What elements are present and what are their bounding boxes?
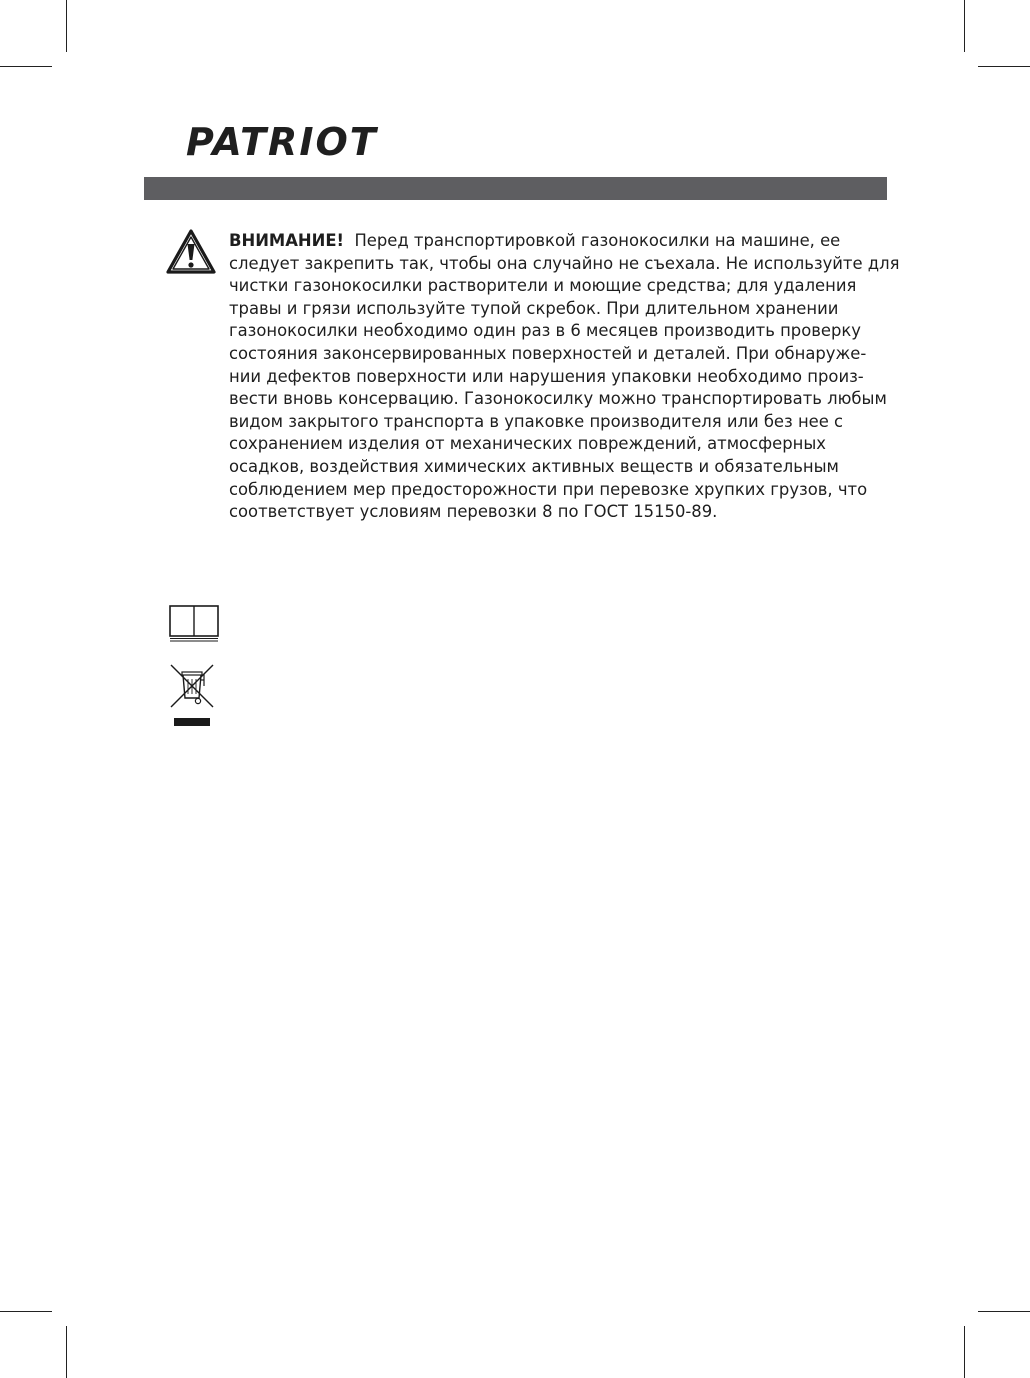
crop-mark <box>66 1326 67 1378</box>
warning-line: состояния законсервированных поверхностей и деталей. При обнаруже- <box>229 343 867 363</box>
section-header-bar <box>144 177 887 200</box>
open-book-icon <box>168 604 220 644</box>
crop-mark <box>66 0 67 52</box>
crop-mark <box>964 1326 965 1378</box>
warning-label: ВНИМАНИЕ! <box>229 231 345 250</box>
warning-line: чистки газонокосилки растворители и моющие средства; для удаления <box>229 276 857 296</box>
warning-line: сохранением изделия от механических повреждений, атмосферных <box>229 434 826 454</box>
warning-line: соответствует условиям перевозки 8 по ГОСТ 15150-89. <box>229 502 718 522</box>
warning-line: следует закрепить так, чтобы она случайно не съехала. Не используйте для <box>229 253 900 273</box>
crossed-out-bin-icon <box>168 662 216 734</box>
warning-line: газонокосилки необходимо один раз в 6 месяцев производить проверку <box>229 321 861 341</box>
crop-mark <box>964 0 965 52</box>
warning-line: травы и грязи используйте тупой скребок. При длительном хранении <box>229 298 839 318</box>
warning-line: осадков, воздействия химических активных веществ и обязательным <box>229 456 839 476</box>
brand-logo-text: PATRIOT <box>186 122 378 162</box>
crop-mark <box>978 66 1030 67</box>
warning-line: нии дефектов поверхности или нарушения упаковки необходимо произ- <box>229 366 864 386</box>
warning-line: вести вновь консервацию. Газонокосилку можно транспортировать любым <box>229 389 887 409</box>
brand-logo <box>186 122 406 162</box>
crop-mark <box>0 66 52 67</box>
warning-paragraph <box>229 230 900 524</box>
crop-mark <box>0 1311 52 1312</box>
warning-line: видом закрытого транспорта в упаковке производителя или без нее с <box>229 411 844 431</box>
crop-mark <box>978 1311 1030 1312</box>
warning-line-1: ВНИМАНИЕ! Перед транспортировкой газонокосилки на машине, ее <box>229 231 841 250</box>
warning-line: соблюдением мер предосторожности при перевозке хрупких грузов, что <box>229 479 868 499</box>
warning-triangle-icon <box>165 228 217 276</box>
